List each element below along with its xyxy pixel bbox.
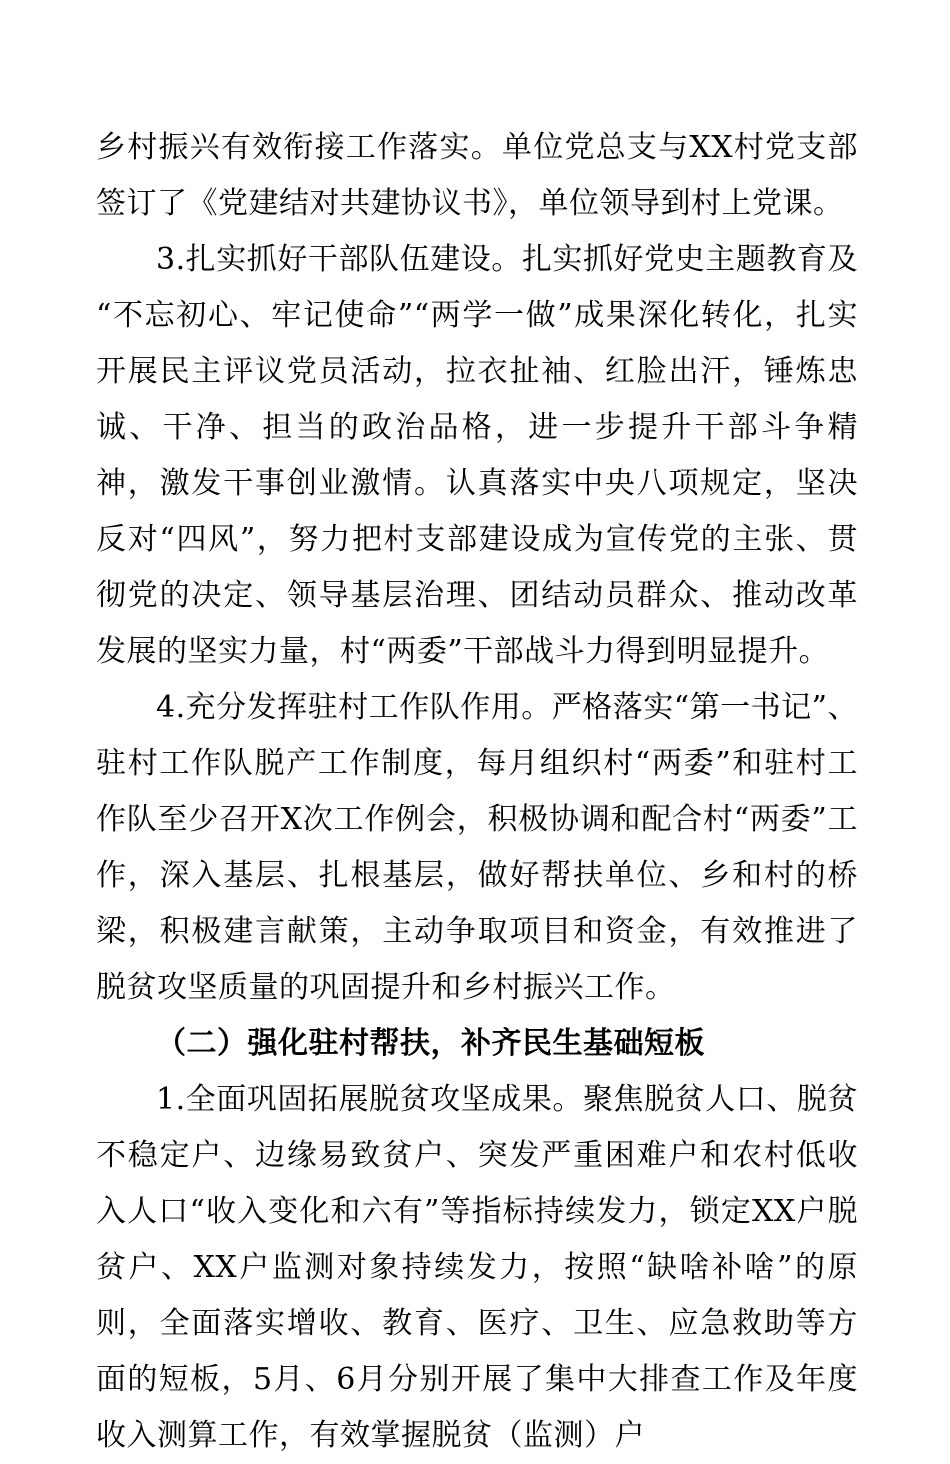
paragraph-item-1: 1.全面巩固拓展脱贫攻坚成果。聚焦脱贫人口、脱贫不稳定户、边缘易致贫户、突发严重困难户和农村低收入人口“收入变化和六有”等指标持续发力，锁定XX户脱贫户、XX户监测对象持续发力，按照“缺啥补啥”的原则，全面落实增收、教育、医疗、卫生、应急救助等方面的短板，5月、6月分别开展了集中大排查工作及年度收入测算工作，有效掌握脱贫（监测）户 (96, 1082, 858, 1453)
document-body (96, 120, 858, 1464)
paragraph-item-3: 3.扎实抓好干部队伍建设。扎实抓好党史主题教育及“不忘初心、牢记使命”“两学一做”成果深化转化，扎实开展民主评议党员活动，拉衣扯袖、红脸出汗，锤炼忠诚、干净、担当的政治品格，进一步提升干部斗争精神，激发干事创业激情。认真落实中央八项规定，坚决反对“四风”，努力把村支部建设成为宣传党的主张、贯彻党的决定、领导基层治理、团结动员群众、推动改革发展的坚实力量，村“两委”干部战斗力得到明显提升。 (96, 242, 858, 669)
paragraph-continued: 乡村振兴有效衔接工作落实。单位党总支与XX村党支部签订了《党建结对共建协议书》，单位领导到村上党课。 (96, 130, 858, 221)
paragraph-item-4: 4.充分发挥驻村工作队作用。严格落实“第一书记”、驻村工作队脱产工作制度，每月组织村“两委”和驻村工作队至少召开X次工作例会，积极协调和配合村“两委”工作，深入基层、扎根基层，做好帮扶单位、乡和村的桥梁，积极建言献策，主动争取项目和资金，有效推进了脱贫攻坚质量的巩固提升和乡村振兴工作。 (96, 690, 858, 1005)
section-heading-2: （二）强化驻村帮扶，补齐民生基础短板 (156, 1026, 705, 1061)
